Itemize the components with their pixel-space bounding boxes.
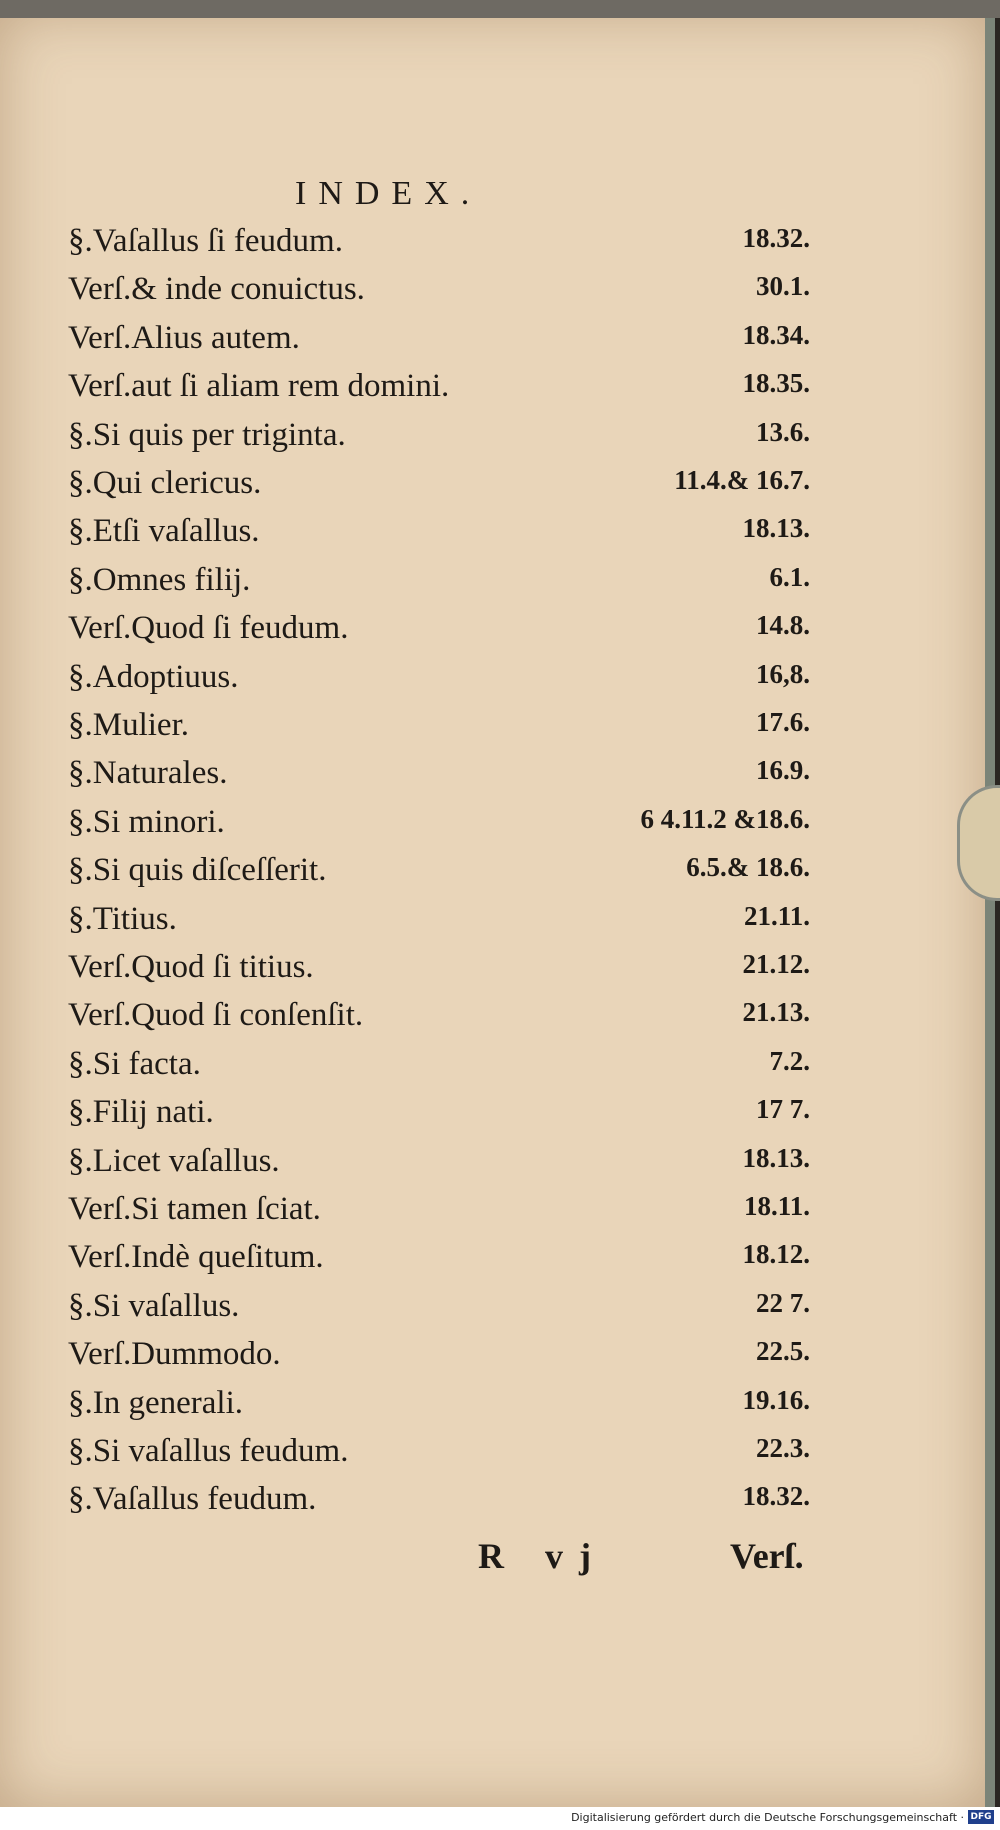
entry-label: §.Si minori. — [68, 803, 225, 840]
entry-reference: 21.11. — [743, 900, 810, 931]
index-entry — [0, 271, 1000, 319]
entry-reference: 18.12. — [742, 1239, 810, 1270]
entry-reference: 19.16. — [742, 1384, 810, 1415]
index-entry — [0, 368, 1000, 416]
index-entry — [0, 1336, 1000, 1384]
index-entry — [0, 852, 1000, 900]
entry-reference: 6 4.11.2 &18.6. — [640, 803, 810, 834]
entry-label: §.Vaſallus feudum. — [68, 1481, 317, 1518]
index-entry — [0, 1288, 1000, 1336]
footer-credit: Digitalisierung gefördert durch die Deutsche Forschungsgemeinschaft · — [571, 1811, 964, 1824]
page-top-edge — [0, 0, 1000, 18]
index-entry — [0, 1143, 1000, 1191]
index-entry — [0, 562, 1000, 610]
page-header: INDEX. — [295, 175, 482, 212]
entry-label: §.Omnes filij. — [68, 561, 251, 598]
index-entry — [0, 755, 1000, 803]
entry-reference: 18.34. — [742, 319, 810, 350]
entry-reference: 22.3. — [756, 1433, 810, 1463]
entry-label: §.Licet vaſallus. — [68, 1142, 280, 1179]
index-entry — [0, 513, 1000, 561]
entry-label: Verſ.Si tamen ſciat. — [68, 1191, 321, 1227]
entry-label: §.Si vaſallus. — [68, 1287, 240, 1324]
index-entry — [0, 1239, 1000, 1287]
entry-reference: 18.13. — [742, 1142, 810, 1173]
entry-reference: 16.9. — [756, 755, 810, 786]
entry-label: Verſ.Quod ſi titius. — [68, 949, 314, 985]
entry-label: §.Naturales. — [68, 755, 228, 792]
entry-label: §.Vaſallus ſi feudum. — [68, 223, 343, 259]
index-entry — [0, 1191, 1000, 1239]
entry-label: Verſ.& inde conuictus. — [68, 271, 365, 308]
index-entry — [0, 949, 1000, 997]
index-entry — [0, 997, 1000, 1045]
entry-label: Verſ.Alius autem. — [68, 319, 300, 356]
index-entry — [0, 1481, 1000, 1529]
entry-label: Verſ.Indè queſitum. — [68, 1239, 324, 1276]
entry-label: §.In generali. — [68, 1384, 244, 1421]
index-entry — [0, 1385, 1000, 1433]
entry-reference: 18.13. — [742, 513, 810, 544]
index-entry — [0, 320, 1000, 368]
entry-label: §.Titius. — [68, 900, 177, 937]
entry-reference: 16,8. — [756, 658, 810, 689]
entry-label: Verſ.Quod ſi conſenſit. — [68, 997, 364, 1034]
entry-reference: 6.1. — [769, 561, 810, 592]
dfg-logo: DFG — [968, 1810, 994, 1824]
entry-reference: 17 7. — [756, 1094, 810, 1125]
entry-reference: 17.6. — [756, 707, 810, 737]
entry-label: Verſ.aut ſi aliam rem domini. — [68, 368, 450, 405]
index-entry — [0, 610, 1000, 658]
entry-reference: 11.4.& 16.7. — [674, 465, 810, 495]
index-entry — [0, 223, 1000, 271]
signature-mark: R vj — [478, 1536, 607, 1576]
entry-reference: 13.6. — [756, 416, 810, 447]
index-entry — [0, 1433, 1000, 1481]
entry-label: §.Etſi vaſallus. — [68, 513, 260, 550]
index-entry — [0, 901, 1000, 949]
entry-reference: 30.1. — [756, 271, 810, 302]
entry-label: §.Adoptiuus. — [68, 658, 239, 695]
entry-reference: 14.8. — [756, 610, 810, 641]
index-entry — [0, 804, 1000, 852]
entry-reference: 18.32. — [742, 1481, 810, 1512]
entry-reference: 7.2. — [769, 1045, 810, 1076]
entry-label: §.Mulier. — [68, 707, 189, 743]
catchword: Verſ. — [730, 1536, 804, 1576]
entry-label: §.Si vaſallus feudum. — [68, 1433, 349, 1469]
index-entry — [0, 465, 1000, 513]
index-entry — [0, 1094, 1000, 1142]
entry-label: §.Filij nati. — [68, 1094, 214, 1131]
entry-label: Verſ.Quod ſi feudum. — [68, 610, 349, 647]
entry-label: §.Si facta. — [68, 1045, 201, 1082]
entry-label: Verſ.Dummodo. — [68, 1336, 281, 1373]
index-entry — [0, 707, 1000, 755]
entry-reference: 18.32. — [742, 223, 810, 253]
entry-reference: 18.35. — [742, 368, 810, 399]
index-entry — [0, 1046, 1000, 1094]
entry-label: §.Si quis diſceſſerit. — [68, 852, 327, 889]
entry-reference: 18.11. — [743, 1191, 810, 1221]
entry-label: §.Qui clericus. — [68, 465, 262, 501]
entry-reference: 21.12. — [742, 949, 810, 979]
entry-label: §.Si quis per triginta. — [68, 416, 346, 453]
index-entry — [0, 417, 1000, 465]
entry-reference: 22.5. — [756, 1336, 810, 1367]
entry-reference: 22 7. — [756, 1287, 810, 1318]
entry-reference: 21.13. — [742, 997, 810, 1028]
entry-reference: 6.5.& 18.6. — [686, 852, 810, 883]
index-entry — [0, 659, 1000, 707]
